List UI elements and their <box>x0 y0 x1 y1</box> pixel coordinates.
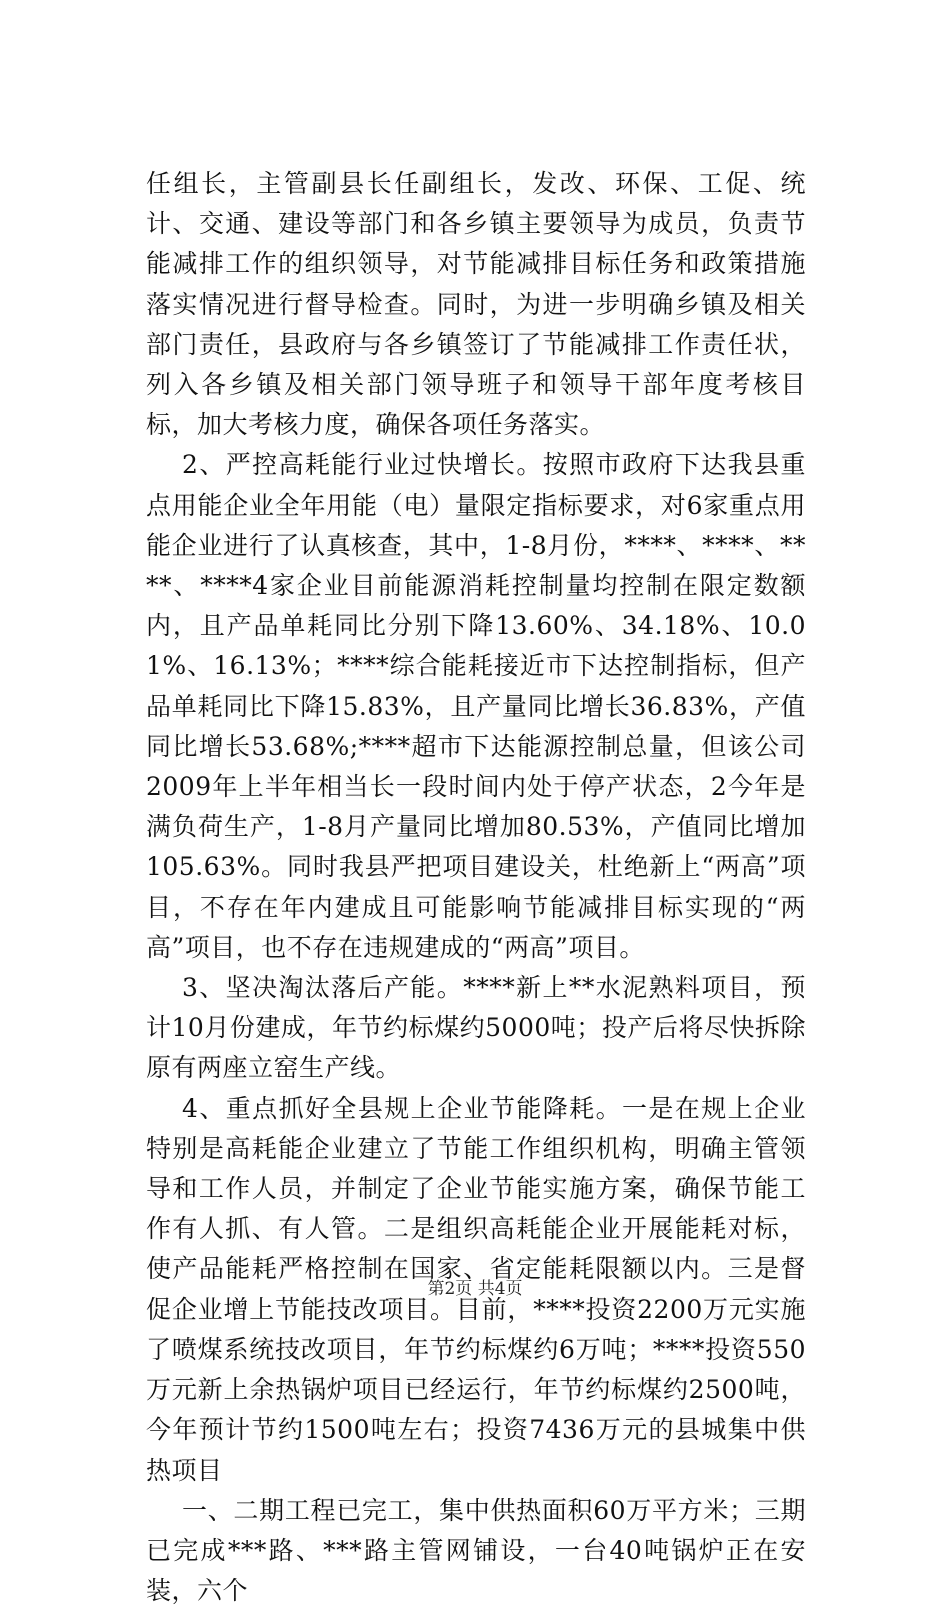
page-footer <box>0 1278 950 1300</box>
paragraph-eliminate-outdated-capacity: 3、坚决淘汰落后产能。****新上**水泥熟料项目，预计10月份建成，年节约标煤约5000吨；投产后将尽快拆除原有两座立窑生产线。 <box>146 973 806 1083</box>
paragraph-leadership-group: 任组长，主管副县长任副组长，发改、环保、工促、统计、交通、建设等部门和各乡镇主要领导为成员，负责节能减排工作的组织领导，对节能减排目标任务和政策措施落实情况进行督导检查。同时，为进一步明确乡镇及相关部门责任，县政府与各乡镇签订了节能减排工作责任状，列入各乡镇及相关部门领导班子和领导干部年度考核目标，加大考核力度，确保各项任务落实。 <box>146 169 806 440</box>
paragraph-enterprise-energy-saving: 4、重点抓好全县规上企业节能降耗。一是在规上企业特别是高耗能企业建立了节能工作组织机构，明确主管领导和工作人员，并制定了企业节能实施方案，确保节能工作有人抓、有人管。二是组织高耗能企业开展能耗对标，使产品能耗严格控制在国家、省定能耗限额以内。三是督促企业增上节能技改项目。目前，****投资2200万元实施了喷煤系统技改项目，年节约标煤约6万吨；****投资550万元新上余热锅炉项目已经运行，年节约标煤约2500吨，今年预计节约1500吨左右；投资7436万元的县城集中供热项目 <box>146 1093 806 1485</box>
document-body <box>146 164 806 1611</box>
paragraph-energy-growth-control: 2、严控高耗能行业过快增长。按照市政府下达我县重点用能企业全年用能（电）量限定指标要求，对6家重点用能企业进行了认真核查，其中，1-8月份，****、****、****、****4家企业目前能源消耗控制量均控制在限定数额内，且产品单耗同比分别下降13.60%、34.18%、10.01%、16.13%；****综合能耗接近市下达控制指标，但产品单耗同比下降15.83%，且产量同比增长36.83%，产值同比增长53.68%;****超市下达能源控制总量，但该公司2009年上半年相当长一段时间内处于停产状态，2今年是满负荷生产，1-8月产量同比增加80.53%，产值同比增加105.63%。同时我县严把项目建设关，杜绝新上“两高”项目，不存在年内建成且可能影响节能减排目标实现的“两高”项目，也不存在违规建成的“两高”项目。 <box>146 450 806 962</box>
page-number-label: 第2页 共4页 <box>427 1279 523 1299</box>
paragraph-heating-project: 一、二期工程已完工，集中供热面积60万平方米；三期已完成***路、***路主管网铺设，一台40吨锅炉正在安装，六个 <box>146 1495 806 1606</box>
